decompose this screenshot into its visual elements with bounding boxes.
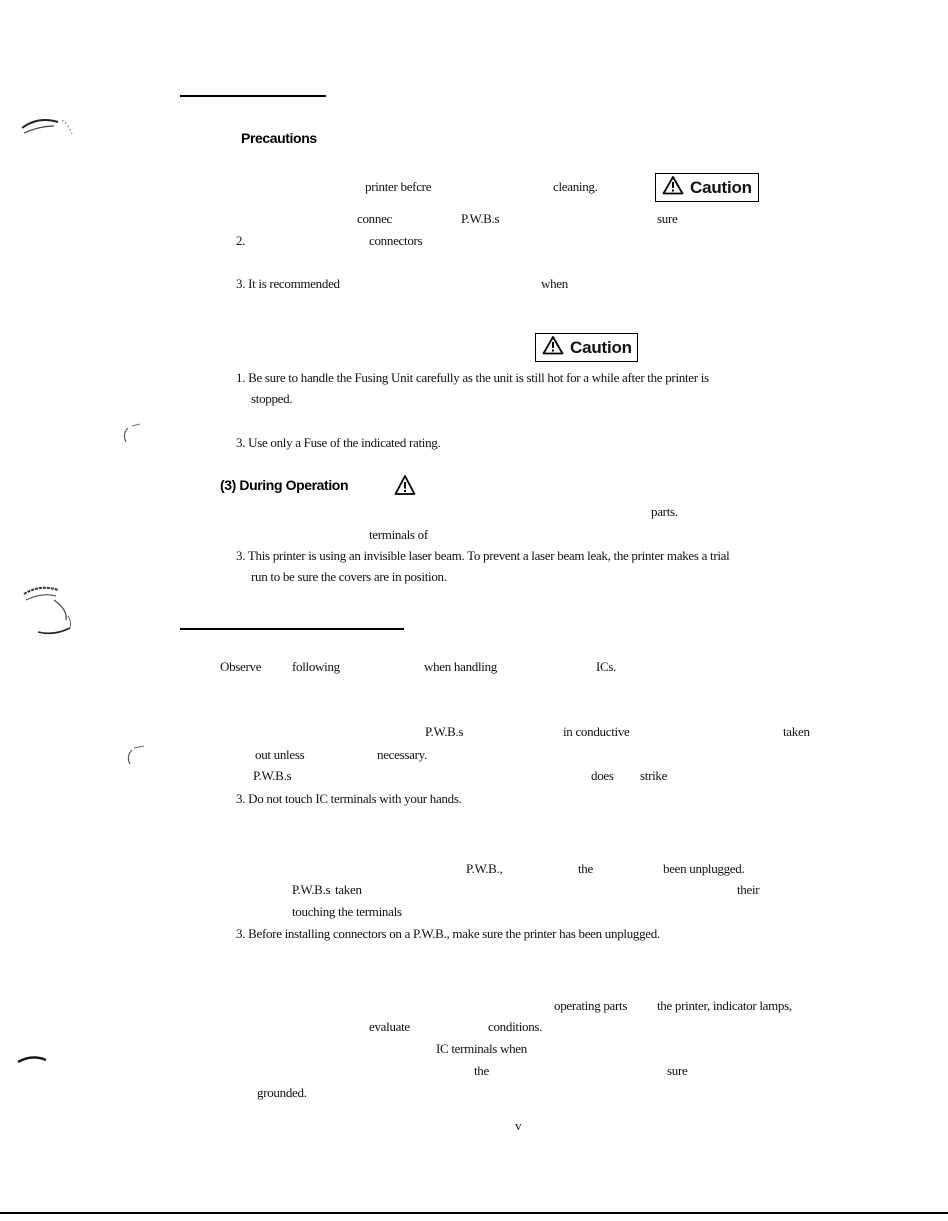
scan-mark <box>122 742 148 768</box>
text-fragment: terminals of <box>369 527 428 542</box>
text-fragment: the <box>474 1063 489 1078</box>
list-item: 3. This printer is using an invisible laser beam. To prevent a laser beam leak, the printer makes a trial <box>236 548 730 563</box>
text-fragment: the <box>578 861 593 876</box>
text-fragment: taken <box>783 724 810 739</box>
warning-triangle-icon <box>394 474 416 501</box>
caution-label: Caution <box>570 337 632 357</box>
text-fragment: operating parts <box>554 998 628 1013</box>
scan-mark <box>16 1052 50 1068</box>
text-fragment: touching the terminals <box>292 904 402 919</box>
text-fragment: Observe <box>220 659 262 674</box>
scan-mark <box>18 112 78 142</box>
text-fragment: printer befcre <box>365 179 432 194</box>
section-rule <box>180 95 326 97</box>
scan-mark <box>118 420 144 448</box>
text-fragment: grounded. <box>257 1085 307 1100</box>
list-item-continuation: stopped. <box>251 391 293 406</box>
caution-box <box>655 173 759 202</box>
caution-box <box>535 333 638 362</box>
text-fragment: conditions. <box>488 1019 543 1034</box>
text-fragment: connec <box>357 211 393 226</box>
list-item: 3. It is recommended <box>236 276 340 291</box>
text-fragment: P.W.B.s <box>461 211 500 226</box>
text-fragment: necessary. <box>377 747 427 762</box>
text-fragment: the printer, indicator lamps, <box>657 998 792 1013</box>
scan-mark <box>14 580 80 642</box>
text-fragment: does <box>591 768 614 783</box>
page-number: v <box>515 1118 522 1133</box>
text-fragment: evaluate <box>369 1019 410 1034</box>
list-number: 2. <box>236 233 246 248</box>
section-rule <box>180 628 404 630</box>
text-fragment: P.W.B.s <box>253 768 292 783</box>
list-item: 3. Before installing connectors on a P.W.B., make sure the printer has been unplugged. <box>236 926 660 941</box>
list-item: 3. Use only a Fuse of the indicated rating. <box>236 435 441 450</box>
text-fragment: P.W.B.s <box>425 724 464 739</box>
text-fragment: cleaning. <box>553 179 598 194</box>
list-item: 1. Be sure to handle the Fusing Unit carefully as the unit is still hot for a while after the printer is <box>236 370 709 385</box>
text-fragment: IC terminals when <box>436 1041 527 1056</box>
warning-triangle-icon <box>542 335 564 360</box>
text-fragment: sure <box>667 1063 688 1078</box>
text-fragment: P.W.B., <box>466 861 503 876</box>
text-fragment: their <box>737 882 760 897</box>
text-fragment: strike <box>640 768 668 783</box>
caution-label: Caution <box>690 177 752 197</box>
list-item: 3. Do not touch IC terminals with your hands. <box>236 791 462 806</box>
text-fragment: parts. <box>651 504 678 519</box>
text-fragment: connectors <box>369 233 423 248</box>
page-bottom-rule <box>0 1212 948 1214</box>
list-item-continuation: run to be sure the covers are in position. <box>251 569 447 584</box>
during-operation-heading: (3) During Operation <box>220 477 349 493</box>
text-fragment: following <box>292 659 340 674</box>
text-fragment: P.W.B.s <box>292 882 331 897</box>
warning-triangle-icon <box>662 175 684 200</box>
text-fragment: out unless <box>255 747 305 762</box>
text-fragment: when <box>541 276 568 291</box>
text-fragment: sure <box>657 211 678 226</box>
text-fragment: when handling <box>424 659 498 674</box>
text-fragment: in conductive <box>563 724 630 739</box>
text-fragment: taken <box>335 882 362 897</box>
precautions-heading: Precautions <box>241 130 317 146</box>
text-fragment: been unplugged. <box>663 861 745 876</box>
text-fragment: ICs. <box>596 659 617 674</box>
